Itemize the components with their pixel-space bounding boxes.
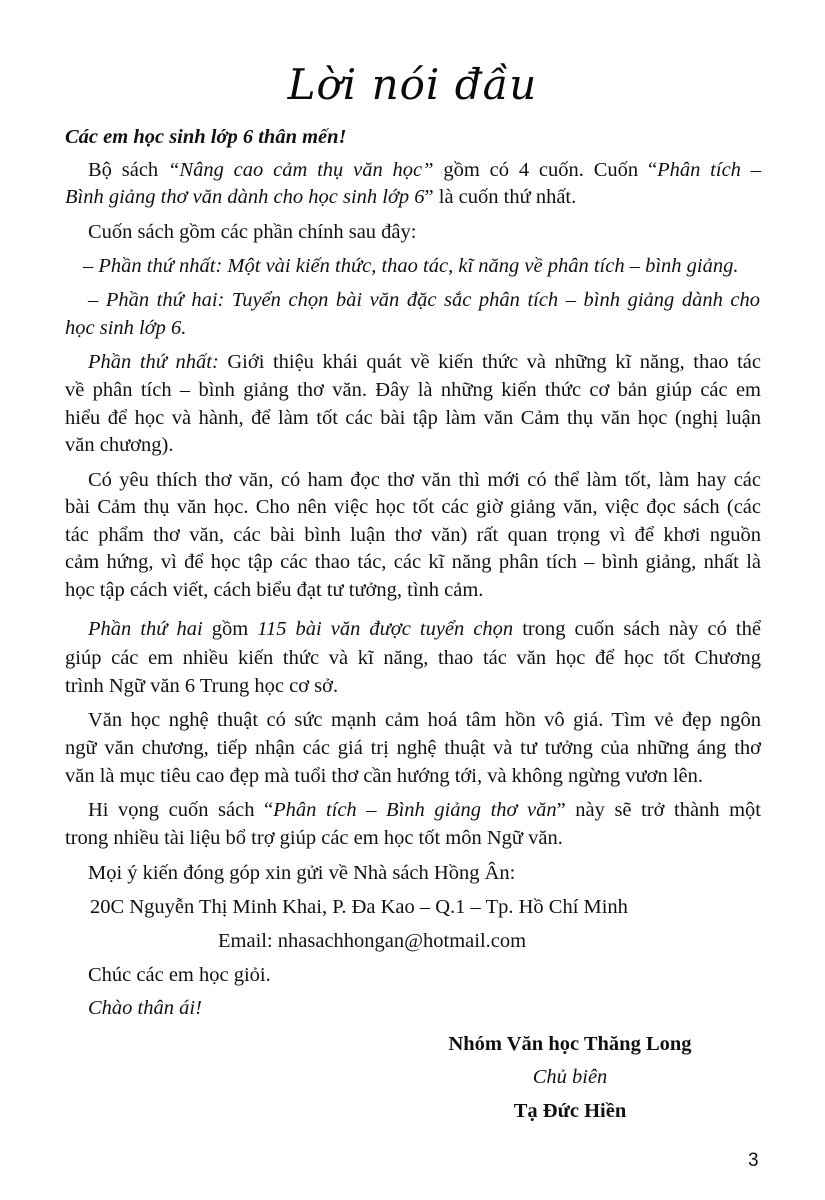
paragraph-4-line-2: bài Cảm thụ văn học. Cho nên việc học tốt các giờ giảng văn, việc đọc sách (các xyxy=(65,496,761,518)
contact-email[interactable]: Email: nhasachhongan@hotmail.com xyxy=(218,930,527,952)
paragraph-3-line-3: hiểu để học và hành, để làm tốt các bài tập làm văn Cảm thụ văn học (nghị luận xyxy=(65,407,761,429)
emphasis: 115 bài văn được tuyển chọn xyxy=(257,618,514,640)
signature-group: Nhóm Văn học Thăng Long xyxy=(448,1033,692,1055)
book-series-title: “Nâng cao cảm thụ văn học” xyxy=(168,159,434,181)
text: Giới thiệu khái quát về kiến thức và những kĩ năng, thao tác xyxy=(218,351,762,373)
signature-name: Tạ Đức Hiền xyxy=(513,1100,627,1122)
paragraph-6-line-2: ngữ văn chương, tiếp nhận các giá trị nghệ thuật và tư tưởng của những áng thơ xyxy=(65,737,761,759)
section-label: Phần thứ nhất: xyxy=(88,351,219,373)
contact-address: 20C Nguyễn Thị Minh Khai, P. Đa Kao – Q.1 – Tp. Hồ Chí Minh xyxy=(90,896,628,918)
paragraph-4-line-5: học tập cách viết, cách biểu đạt tư tưởng, tình cảm. xyxy=(65,579,484,601)
paragraph-1-line-1 xyxy=(88,156,761,184)
paragraph-4-line-4: cảm hứng, vì để học tập các thao tác, các kĩ năng phân tích – bình giảng, nhất là xyxy=(65,551,761,573)
paragraph-6-line-1: Văn học nghệ thuật có sức mạnh cảm hoá tâm hồn vô giá. Tìm vẻ đẹp ngôn xyxy=(88,709,761,731)
text: Hi vọng cuốn sách “ xyxy=(88,799,274,821)
part-1-item: – Phần thứ nhất: Một vài kiến thức, thao tác, kĩ năng về phân tích – bình giảng. xyxy=(83,255,739,277)
text: gồm có 4 cuốn. Cuốn “ xyxy=(433,159,658,181)
signature-role: Chủ biên xyxy=(532,1066,608,1088)
paragraph-5-line-3: trình Ngữ văn 6 Trung học cơ sở. xyxy=(65,675,339,697)
book-title-part: Phân tích – xyxy=(657,159,762,181)
closing-farewell: Chào thân ái! xyxy=(88,997,202,1019)
text: gồm xyxy=(202,618,258,640)
text: trong cuốn sách này có thể xyxy=(513,618,761,640)
paragraph-2: Cuốn sách gồm các phần chính sau đây: xyxy=(88,221,417,243)
paragraph-3-line-4: văn chương). xyxy=(65,434,174,456)
greeting: Các em học sinh lớp 6 thân mến! xyxy=(65,126,347,148)
paragraph-3-line-2: về phân tích – bình giảng thơ văn. Đây là những kiến thức cơ bản giúp các em xyxy=(65,379,761,401)
book-title-part: Bình giảng thơ văn dành cho học sinh lớp 6 xyxy=(65,186,425,208)
book-title: Phân tích – Bình giảng thơ văn xyxy=(273,799,557,821)
paragraph-6-line-3: văn là mục tiêu cao đẹp mà tuổi thơ cần hướng tới, và không ngừng vươn lên. xyxy=(65,765,704,787)
closing-wish: Chúc các em học giỏi. xyxy=(88,964,271,986)
page-number: 3 xyxy=(748,1150,759,1171)
paragraph-1-line-2 xyxy=(65,183,761,211)
paragraph-3-line-1 xyxy=(88,348,761,376)
paragraph-5-line-2: giúp các em nhiều kiến thức và kĩ năng, thao tác văn học để học tốt Chương xyxy=(65,647,761,669)
section-label: Phần thứ hai xyxy=(88,618,203,640)
paragraph-4-line-1: Có yêu thích thơ văn, có ham đọc thơ văn thì mới có thể làm tốt, làm hay các xyxy=(88,469,761,491)
paragraph-7-line-2: trong nhiều tài liệu bổ trợ giúp các em học tốt môn Ngữ văn. xyxy=(65,827,563,849)
part-2-item-line-2: học sinh lớp 6. xyxy=(65,317,187,339)
paragraph-7-line-1 xyxy=(88,796,761,824)
text: ” này sẽ trở thành một xyxy=(556,799,761,821)
paragraph-4-line-3: tác phẩm thơ văn, các bài bình luận thơ văn) rất quan trọng vì để khơi nguồn xyxy=(65,524,761,546)
part-2-item-line-1: – Phần thứ hai: Tuyển chọn bài văn đặc sắc phân tích – bình giảng dành cho xyxy=(88,289,760,311)
contact-intro: Mọi ý kiến đóng góp xin gửi về Nhà sách Hồng Ân: xyxy=(88,862,516,884)
text: ” là cuốn thứ nhất. xyxy=(424,186,577,208)
text: Bộ sách xyxy=(88,159,169,181)
page-title: Lời nói đầu xyxy=(287,60,538,109)
paragraph-5-line-1 xyxy=(88,615,761,643)
